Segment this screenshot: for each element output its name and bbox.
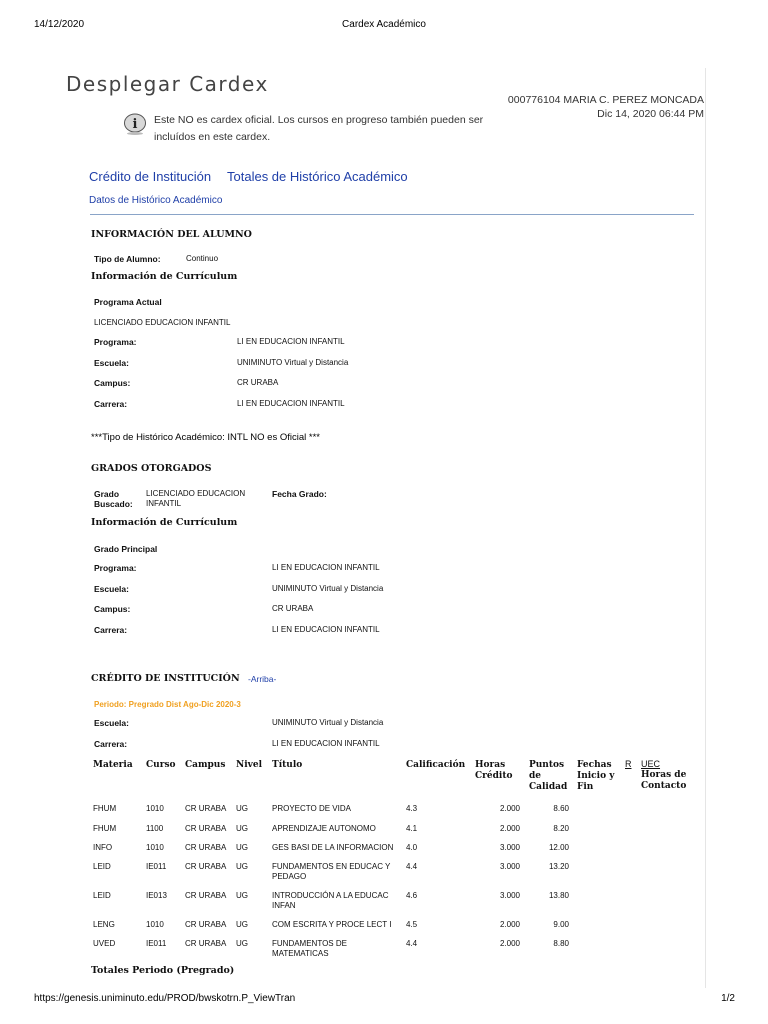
alumno-heading: INFORMACIÓN DEL ALUMNO	[91, 229, 252, 240]
arriba-link[interactable]: -Arriba-	[248, 674, 277, 684]
row-titulo: FUNDAMENTOS EN EDUCAC Y PEDAGO	[272, 862, 391, 881]
curriculum-heading: Información de Currículum	[91, 271, 238, 282]
col-campus: Campus	[185, 760, 226, 770]
row-horas: 2.000	[499, 804, 520, 813]
col-horas-contacto: Horas de Contacto	[641, 770, 687, 791]
row-puntos: 13.20	[548, 862, 569, 871]
credito-carrera-value: LI EN EDUCACION INFANTIL	[272, 739, 380, 748]
row-campus: CR URABA	[185, 824, 227, 833]
row-materia: INFO	[93, 843, 113, 852]
svg-text:i: i	[132, 117, 138, 132]
row-titulo: PROYECTO DE VIDA	[272, 804, 351, 813]
periodo-label: Periodo: Pregrado Dist Ago-Dic 2020-3	[94, 700, 241, 709]
grados-escuela-label: Escuela:	[94, 584, 129, 594]
row-nivel: UG	[236, 824, 248, 833]
row-curso: 1010	[146, 920, 164, 929]
carrera-label: Carrera:	[94, 399, 128, 409]
grados-curriculum-heading: Información de Currículum	[91, 517, 238, 528]
row-puntos: 12.00	[548, 843, 569, 852]
row-nivel: UG	[236, 843, 248, 852]
row-nivel: UG	[236, 862, 248, 871]
row-materia: LEID	[93, 891, 111, 900]
grados-campus-value: CR URABA	[272, 604, 314, 613]
info-icon	[123, 112, 147, 136]
print-url: https://genesis.uniminuto.edu/PROD/bwskotrn.P_ViewTran	[34, 993, 296, 1004]
row-calificacion: 4.3	[406, 804, 418, 813]
row-materia: LENG	[93, 920, 115, 929]
grados-carrera-value: LI EN EDUCACION INFANTIL	[272, 625, 380, 634]
tipo-historico-value: INTL NO es Oficial	[227, 432, 307, 443]
tipo-historico-prefix: ***	[91, 432, 103, 443]
grados-campus-label: Campus:	[94, 604, 131, 614]
row-horas: 3.000	[499, 891, 520, 900]
grados-heading: GRADOS OTORGADOS	[91, 463, 212, 474]
col-horas-credito: Horas Crédito	[475, 760, 513, 781]
page-border	[705, 68, 706, 988]
row-nivel: UG	[236, 920, 248, 929]
section-divider	[90, 214, 694, 215]
col-uec[interactable]: UEC	[641, 759, 661, 769]
datos-historico-link[interactable]: Datos de Histórico Académico	[89, 195, 223, 206]
row-horas: 3.000	[499, 862, 520, 871]
row-campus: CR URABA	[185, 920, 227, 929]
escuela-label: Escuela:	[94, 358, 129, 368]
row-curso: IE011	[146, 862, 167, 871]
row-curso: 1010	[146, 843, 164, 852]
row-campus: CR URABA	[185, 891, 227, 900]
row-titulo: APRENDIZAJE AUTONOMO	[272, 824, 376, 833]
col-fechas: Fechas Inicio y Fin	[577, 760, 615, 792]
col-calificacion: Calificación	[406, 760, 466, 770]
row-titulo: FUNDAMENTOS DE MATEMATICAS	[272, 939, 347, 958]
row-horas: 2.000	[499, 920, 520, 929]
grados-programa-label: Programa:	[94, 563, 137, 573]
col-nivel: Nivel	[236, 760, 263, 770]
credito-institucion-link[interactable]: Crédito de Institución	[89, 169, 212, 184]
row-horas: 2.000	[499, 939, 520, 948]
col-materia: Materia	[93, 760, 133, 770]
campus-label: Campus:	[94, 378, 131, 388]
notice-text: Este NO es cardex oficial. Los cursos en progreso también pueden ser incluídos en este cardex.	[154, 114, 484, 143]
programa-value: LI EN EDUCACION INFANTIL	[237, 337, 345, 346]
grados-carrera-label: Carrera:	[94, 625, 128, 635]
col-titulo: Título	[272, 760, 303, 770]
fecha-grado-label: Fecha Grado:	[272, 489, 327, 499]
row-titulo: INTRODUCCIÓN A LA EDUCAC INFAN	[272, 891, 389, 910]
grados-programa-value: LI EN EDUCACION INFANTIL	[272, 563, 380, 572]
tipo-historico-line	[91, 432, 320, 443]
row-titulo: COM ESCRITA Y PROCE LECT I	[272, 920, 392, 929]
row-puntos: 8.60	[553, 804, 569, 813]
grados-escuela-value: UNIMINUTO Virtual y Distancia	[272, 584, 384, 593]
row-nivel: UG	[236, 804, 248, 813]
row-nivel: UG	[236, 891, 248, 900]
tipo-historico-suffix: ***	[308, 432, 320, 443]
col-curso: Curso	[146, 760, 176, 770]
row-horas: 3.000	[499, 843, 520, 852]
row-puntos: 8.20	[553, 824, 569, 833]
print-page-number: 1/2	[721, 993, 735, 1004]
escuela-value: UNIMINUTO Virtual y Distancia	[237, 358, 349, 367]
row-materia: FHUM	[93, 804, 117, 813]
row-campus: CR URABA	[185, 804, 227, 813]
row-calificacion: 4.4	[406, 939, 418, 948]
row-nivel: UG	[236, 939, 248, 948]
student-name: 000776104 MARIA C. PEREZ MONCADA	[507, 94, 704, 106]
programa-label: Programa:	[94, 337, 137, 347]
row-titulo: GES BASI DE LA INFORMACION	[272, 843, 394, 852]
row-materia: UVED	[93, 939, 116, 948]
row-puntos: 13.80	[548, 891, 569, 900]
col-puntos-calidad: Puntos de Calidad	[529, 760, 568, 792]
grado-buscado-value: LICENCIADO EDUCACION INFANTIL	[146, 489, 246, 508]
grado-principal-label: Grado Principal	[94, 544, 158, 554]
programa-actual-value: LICENCIADO EDUCACION INFANTIL	[94, 318, 231, 327]
grado-buscado-label: Grado Buscado:	[94, 489, 133, 509]
row-curso: 1100	[146, 824, 164, 833]
tipo-historico-label: Tipo de Histórico Académico:	[102, 432, 225, 443]
credito-heading: CRÉDITO DE INSTITUCIÓN	[91, 673, 240, 684]
row-horas: 2.000	[499, 824, 520, 833]
carrera-value: LI EN EDUCACION INFANTIL	[237, 399, 345, 408]
page-title: Desplegar Cardex	[66, 72, 269, 96]
row-campus: CR URABA	[185, 862, 227, 871]
credito-escuela-label: Escuela:	[94, 718, 129, 728]
totales-periodo-heading: Totales Periodo (Pregrado)	[91, 965, 235, 976]
credito-escuela-value: UNIMINUTO Virtual y Distancia	[272, 718, 384, 727]
row-campus: CR URABA	[185, 843, 227, 852]
row-materia: FHUM	[93, 824, 117, 833]
row-puntos: 9.00	[553, 920, 569, 929]
campus-value: CR URABA	[237, 378, 279, 387]
tipo-alumno-value: Continuo	[186, 254, 219, 263]
totales-historico-link[interactable]: Totales de Histórico Académico	[227, 169, 408, 184]
row-curso: IE011	[146, 939, 167, 948]
row-curso: 1010	[146, 804, 164, 813]
row-calificacion: 4.0	[406, 843, 418, 852]
row-calificacion: 4.4	[406, 862, 418, 871]
row-puntos: 8.80	[553, 939, 569, 948]
print-title: Cardex Académico	[342, 19, 426, 30]
tipo-alumno-label: Tipo de Alumno:	[94, 254, 161, 264]
col-r[interactable]: R	[625, 759, 632, 769]
programa-actual-label: Programa Actual	[94, 297, 162, 307]
row-materia: LEID	[93, 862, 111, 871]
row-calificacion: 4.5	[406, 920, 418, 929]
row-calificacion: 4.1	[406, 824, 418, 833]
print-date: 14/12/2020	[34, 19, 85, 30]
credito-carrera-label: Carrera:	[94, 739, 128, 749]
row-campus: CR URABA	[185, 939, 227, 948]
report-datetime: Dic 14, 2020 06:44 PM	[597, 108, 704, 120]
row-curso: IE013	[146, 891, 167, 900]
row-calificacion: 4.6	[406, 891, 418, 900]
